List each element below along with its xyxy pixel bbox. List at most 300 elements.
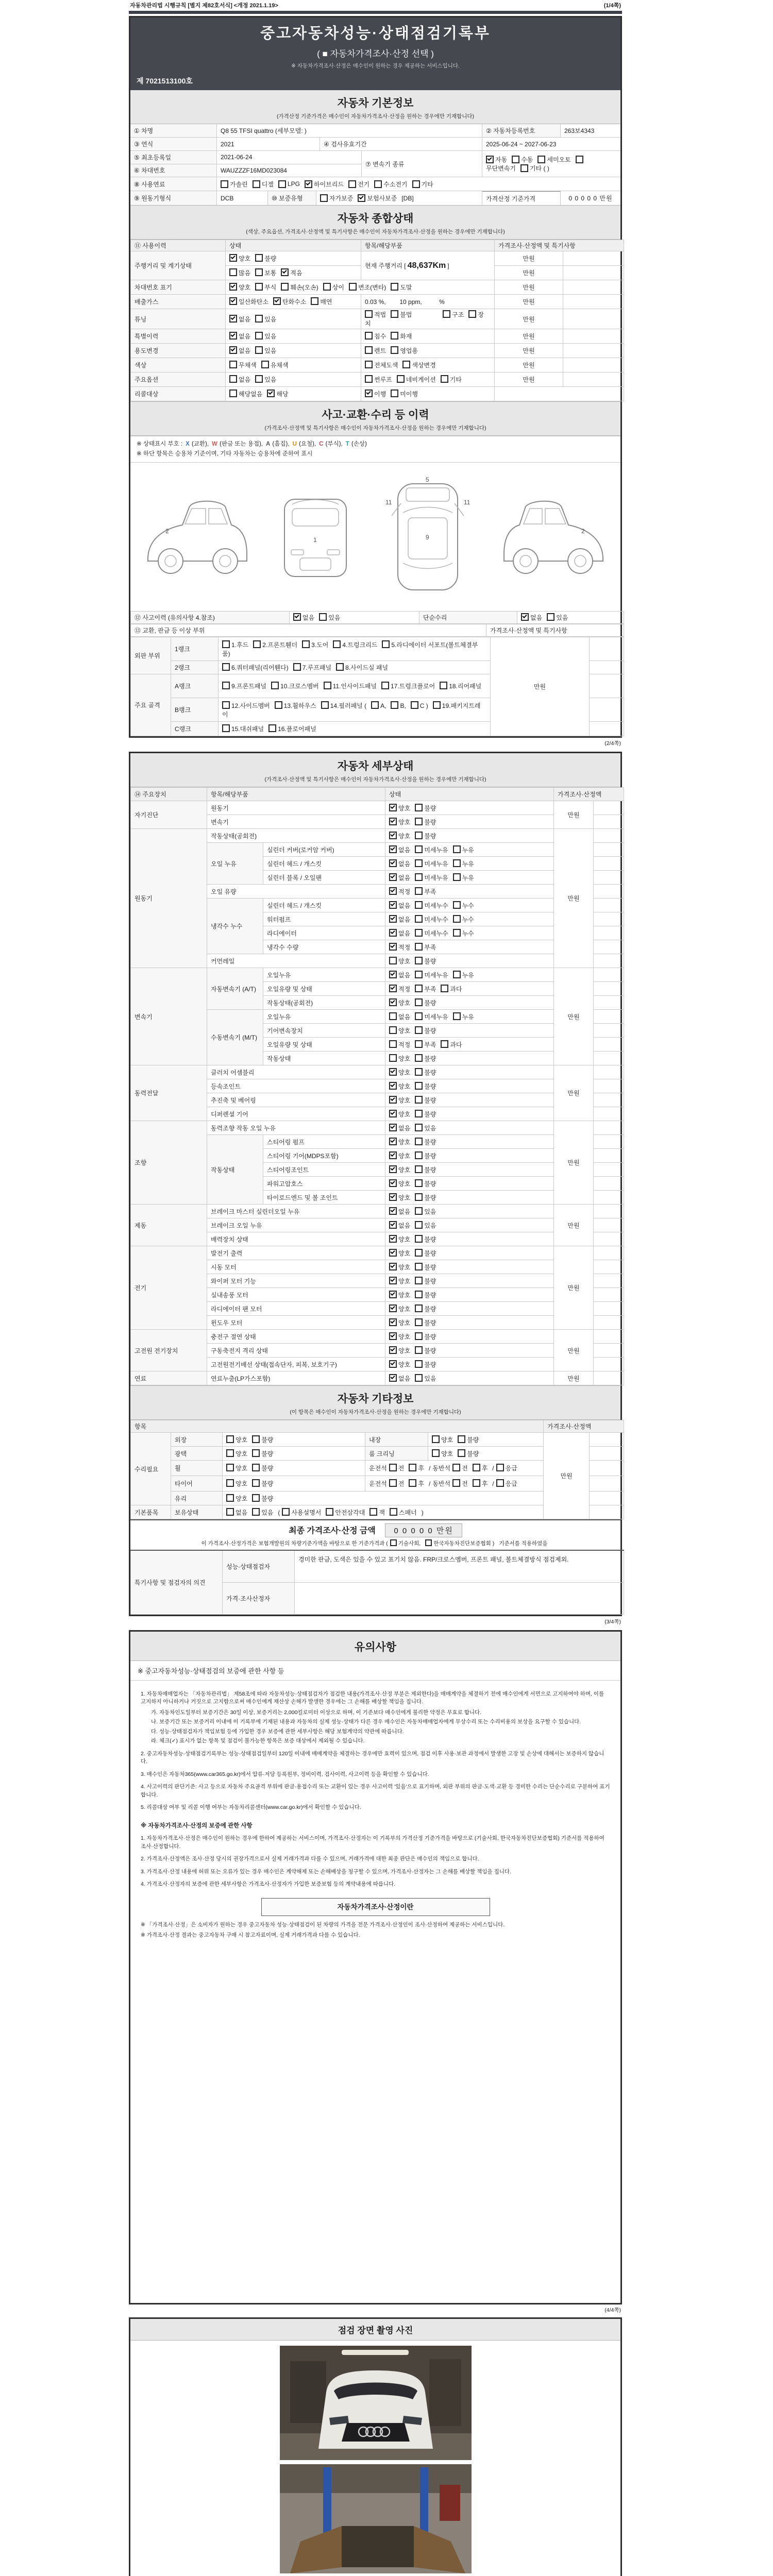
checkbox-icon	[425, 1539, 432, 1546]
checkbox-label: 과다	[450, 1041, 462, 1048]
checkbox-icon	[415, 1124, 423, 1131]
checkbox-checked-icon	[389, 1249, 397, 1257]
checkbox-label: 전기	[357, 180, 370, 188]
checkbox-label: 기타	[421, 180, 433, 188]
detail-row	[131, 1121, 624, 1135]
checkbox-icon	[293, 663, 301, 671]
checkbox-checked-icon	[389, 1291, 397, 1298]
checkbox-label: 이행	[374, 391, 386, 398]
page2-box	[129, 752, 622, 1616]
checkbox-label: 양호	[398, 1166, 411, 1174]
checkbox-label: 양호	[398, 1249, 411, 1257]
checkbox-checked-icon	[389, 1360, 397, 1368]
device-header: ⑭ 주요장치	[131, 788, 207, 801]
rankC-label: C랭크	[171, 722, 219, 736]
option-suffix: /	[428, 1480, 431, 1487]
checkbox-label: 양호	[398, 1194, 411, 1201]
price-blank	[594, 815, 624, 829]
accident-section-note: (가격조사·산정액 및 특기사항은 매수인이 자동차가격조사·산정을 원하는 경우에만 기재합니다)	[264, 425, 486, 431]
checkbox-label: 불량	[424, 1180, 436, 1188]
status-options	[385, 1107, 554, 1121]
option-suffix: [DB]	[401, 194, 414, 202]
checkbox-label: 불량	[424, 999, 436, 1007]
panel-rank-table	[130, 637, 624, 736]
checkbox-icon	[409, 1479, 416, 1487]
checkbox-checked-icon	[273, 297, 281, 305]
checkbox-label: 불법	[400, 311, 412, 318]
checkbox-label: 기타 ( )	[529, 165, 549, 172]
checkbox-label: 있음	[556, 614, 568, 621]
inspection-photos	[130, 2341, 620, 2576]
checkbox-label: 양호	[398, 1110, 411, 1118]
checkbox-icon	[226, 1494, 234, 1502]
usage-history-header: ⑪ 사용이력	[131, 240, 226, 251]
checkbox-icon	[333, 640, 341, 648]
checkbox-icon	[415, 1082, 423, 1090]
misc-section-note: (이 항목은 매수인이 자동차가격조사·산정을 원하는 경우에만 기재합니다)	[290, 1409, 461, 1415]
status-options	[385, 1163, 554, 1177]
checkbox-icon	[374, 180, 382, 188]
checkbox-label: 없음	[239, 347, 251, 354]
checkbox-label: 누유	[462, 846, 474, 854]
checkbox-label: 12.사이드멤버	[231, 702, 270, 709]
checkbox-icon	[415, 943, 423, 951]
checkbox-checked-icon	[358, 194, 365, 202]
checkbox-checked-icon	[389, 1138, 397, 1145]
exchange-label: ⑬ 교환, 판금 등 이상 부위	[131, 624, 486, 637]
rankC-parts	[219, 722, 491, 736]
price-blank	[594, 1191, 624, 1205]
checkbox-label: 양호	[398, 1333, 411, 1341]
checkbox-label: 불량	[424, 1305, 436, 1313]
checkbox-label: 누수	[462, 916, 474, 923]
checkbox-label: 누유	[462, 874, 474, 882]
item-label: 실린더 커버(로커암 커버)	[263, 843, 385, 857]
checkbox-label: 불량	[424, 1235, 436, 1243]
option-suffix: /	[428, 1465, 431, 1472]
checkbox-icon	[453, 901, 461, 909]
checkbox-label: 불량	[424, 957, 436, 965]
tire-options	[223, 1476, 365, 1492]
wheel-label: 휠	[171, 1461, 223, 1476]
price-unit: 만원	[554, 1121, 594, 1205]
checkbox-icon	[229, 389, 237, 397]
checkbox-label: 양호	[236, 1495, 248, 1502]
item-label: 실내송풍 모터	[207, 1288, 385, 1302]
frame-label: 주요 골격	[131, 674, 171, 736]
item-label: 기어변속장치	[263, 1024, 385, 1038]
car-side-left-diagram	[139, 472, 255, 601]
checkbox-checked-icon	[389, 1318, 397, 1326]
notice-subheading: ※ 자동차가격조사·산정의 보증에 관한 사항	[141, 1822, 253, 1829]
checkbox-icon	[226, 1435, 234, 1443]
simple-repair-label: 단순수리	[419, 612, 517, 624]
document-number: 제 7021513100호	[137, 77, 193, 85]
item-label: 작동상태(공회전)	[263, 996, 385, 1010]
price-blank	[594, 1093, 624, 1107]
checkbox-label: 미세누유	[424, 860, 448, 868]
checkbox-label: 적정	[398, 888, 411, 895]
checkbox-icon	[391, 389, 398, 397]
checkbox-label: 네비게이션	[406, 376, 436, 383]
base-price-label: 가격산정 기준가격	[482, 191, 561, 205]
price-blank	[594, 1010, 624, 1024]
checkbox-label: 적정	[398, 985, 411, 993]
simple-repair-options	[517, 612, 624, 624]
price-unit: 만원	[495, 344, 563, 358]
device-label: 원동기	[131, 829, 207, 968]
checkbox-checked-icon	[229, 254, 237, 262]
checkbox-icon	[369, 1508, 377, 1516]
checkbox-label: 불량	[424, 1291, 436, 1299]
usage-label: 용도변경	[131, 344, 226, 358]
checkbox-label: 양호	[398, 1055, 411, 1062]
checkbox-label: 14.필러패널 (	[330, 702, 367, 709]
checkbox-label: 양호	[398, 1235, 411, 1243]
checkbox-label: 미세누유	[424, 971, 448, 979]
checkbox-label: 썬루프	[374, 376, 392, 383]
checkbox-icon	[415, 1249, 423, 1257]
notice-paragraph: 나. 보증기간 또는 보증거리 이내에 이 기록부에 기재된 내용과 자동차의 실제 성능·상태가 다른 경우 매수인은 자동차매매업자에게 무상수리 또는 수리비용의 보상을 요구할 수 있습니다.	[151, 1719, 581, 1725]
rank2-label: 2랭크	[171, 661, 219, 674]
price-blank	[594, 926, 624, 940]
price-blank	[594, 1107, 624, 1121]
notice-paragraph: ※ 가격조사·산정 결과는 중고자동차 구매 시 참고자료이며, 실제 거래가격과 다를 수 있습니다.	[141, 1931, 360, 1938]
vin-mark-label: 차대번호 표기	[131, 280, 226, 295]
device-label: 자기진단	[131, 801, 207, 829]
checkbox-icon	[371, 701, 379, 709]
checkbox-label: 누유	[462, 971, 474, 979]
year-value: 2021	[217, 138, 320, 150]
car-damage-diagrams	[130, 462, 620, 611]
exchange-price-header: 가격조사·산정액 및 특기사항	[486, 624, 624, 637]
checkbox-icon	[440, 682, 447, 689]
status-options	[385, 1149, 554, 1163]
checkbox-icon	[226, 1449, 234, 1457]
transmission-label: ⑦ 변속기 종류	[361, 151, 482, 177]
checkbox-label: 불량	[424, 1152, 436, 1160]
option-suffix: /	[492, 1465, 494, 1472]
mileage-row-1	[131, 251, 624, 266]
device-label: 고전원 전기장치	[131, 1330, 207, 1371]
checkbox-label: 불량	[424, 804, 436, 812]
checkbox-label: 없음	[303, 614, 315, 621]
status-code-letter: U	[292, 441, 297, 447]
tire-label: 타이어	[171, 1476, 223, 1492]
checkbox-label: 적법	[374, 311, 386, 318]
price-blank	[594, 1163, 624, 1177]
option-status	[226, 372, 361, 387]
interior-label: 내장	[365, 1433, 428, 1447]
checkbox-checked-icon	[229, 315, 237, 323]
checkbox-icon	[253, 180, 260, 188]
tire-position-options	[365, 1476, 544, 1492]
status-options	[385, 1177, 554, 1191]
price-unit: 만원	[554, 829, 594, 968]
checkbox-label: 미세누수	[424, 929, 448, 937]
price-blank	[563, 280, 624, 295]
item-label: 원동기	[207, 801, 385, 815]
checkbox-label: 불량	[424, 1194, 436, 1201]
notice-paragraph: 4. 가격조사·산정자의 보증에 관한 세부사항은 가격조사·산정자가 가입한 보증보험 등의 계약내용에 따릅니다.	[141, 1881, 396, 1887]
rankA-label: A랭크	[171, 674, 219, 698]
checkbox-label: 없음	[398, 971, 411, 979]
checkbox-label: 후	[418, 1465, 424, 1472]
checkbox-label: 적정	[398, 943, 411, 951]
checkbox-label: 없음	[398, 916, 411, 923]
status-options	[385, 1135, 554, 1149]
checkbox-icon	[349, 283, 357, 291]
exchange-header-row	[130, 624, 624, 637]
base-note: ※ 하단 항목은 승용차 기준이며, 기타 자동차는 승용차에 준하여 표시	[137, 451, 313, 457]
checkbox-label: 후	[481, 1465, 488, 1472]
checkbox-icon	[302, 640, 310, 648]
checkbox-icon	[415, 1179, 423, 1187]
checkbox-icon	[415, 873, 423, 881]
checkbox-icon	[576, 156, 583, 163]
appraiser-note	[295, 1582, 624, 1614]
glass-label: 유리	[171, 1492, 223, 1505]
checkbox-checked-icon	[389, 1068, 397, 1076]
checkbox-label: 양호	[398, 1361, 411, 1368]
page-title: 중고자동차성능·상태점검기록부	[260, 25, 491, 42]
checkbox-checked-icon	[389, 915, 397, 923]
status-code-letter: T	[345, 441, 349, 447]
checkbox-checked-icon	[305, 180, 312, 188]
price-blank	[594, 1149, 624, 1163]
checkbox-label: 미세누수	[424, 916, 448, 923]
checkbox-icon	[415, 998, 423, 1006]
checkbox-label: 불량	[424, 1347, 436, 1354]
page1-box	[129, 16, 622, 738]
status-options	[385, 1191, 554, 1205]
price-unit: 만원	[495, 295, 563, 309]
checkbox-label: 부족	[424, 943, 436, 951]
color-status	[226, 358, 361, 372]
color-label: 색상	[131, 358, 226, 372]
fuel-options	[217, 177, 620, 191]
code-legend-prefix: ※ 상태표시 부호 :	[137, 441, 183, 447]
status-options	[385, 1052, 554, 1065]
status-code-letter: X	[186, 441, 190, 447]
detail-row	[131, 1065, 624, 1079]
checkbox-label: 불량	[424, 1319, 436, 1327]
status-options	[385, 940, 554, 954]
price-unit: 만원	[554, 801, 594, 829]
checkbox-label: 양호	[398, 1291, 411, 1299]
checkbox-label: 양호	[398, 1096, 411, 1104]
checkbox-label: 잭	[379, 1509, 385, 1516]
price-blank	[594, 968, 624, 982]
final-price-value: 0 0 0 0 0 만원	[385, 1523, 462, 1537]
wheel-position-options	[365, 1461, 544, 1476]
checkbox-label: 미세누유	[424, 1013, 448, 1021]
rankB-parts	[219, 698, 491, 722]
checkbox-icon	[415, 1054, 423, 1062]
price-blank	[594, 885, 624, 899]
status-options	[385, 912, 554, 926]
checkbox-label: 있음	[261, 1509, 274, 1516]
checkbox-checked-icon	[389, 1110, 397, 1117]
sub-group-label: 오일 누유	[207, 843, 263, 885]
item-label: 브레이크 마스터 실린더오일 누유	[207, 1205, 385, 1218]
remarks-label: 특기사항 및 점검자의 의견	[131, 1550, 223, 1614]
photo-section-title: 점검 장면 촬영 사진	[130, 2319, 620, 2341]
price-blank	[594, 1052, 624, 1065]
checkbox-label: A,	[380, 702, 386, 709]
overall-condition-table	[130, 240, 624, 401]
checkbox-label: 없음	[398, 902, 411, 909]
checkbox-checked-icon	[389, 1124, 397, 1131]
checkbox-checked-icon	[389, 929, 397, 937]
checkbox-label: 없음	[398, 1222, 411, 1229]
checkbox-checked-icon	[389, 1346, 397, 1354]
checkbox-label: 있음	[424, 1208, 436, 1215]
item-label: 고전원전기배선 상태(접속단자, 피복, 보호기구)	[207, 1358, 385, 1371]
status-code-letter: A	[265, 441, 271, 447]
wheel-options	[223, 1461, 365, 1476]
checkbox-checked-icon	[229, 283, 237, 291]
price-blank	[563, 295, 624, 309]
status-header: 상태	[226, 240, 361, 251]
price-blank	[590, 1476, 624, 1492]
recall-label: 리콜대상	[131, 387, 226, 401]
checkbox-icon	[453, 845, 461, 853]
checkbox-icon	[415, 1096, 423, 1104]
device-label: 제동	[131, 1205, 207, 1246]
emission-values: 0.03 %, 10 ppm, %	[361, 295, 495, 309]
checkbox-icon	[252, 1435, 260, 1443]
status-options	[385, 954, 554, 968]
checkbox-icon	[221, 180, 228, 188]
cleaning-label: 룸 크리닝	[365, 1447, 428, 1461]
rankB-label: B랭크	[171, 698, 219, 722]
checkbox-label: 누유	[462, 1013, 474, 1021]
checkbox-label: 양호	[398, 1319, 411, 1327]
checkbox-label: 6.쿼터패널(리어휀다)	[231, 664, 289, 671]
basic-section-title: 자동차 기본정보	[337, 97, 414, 109]
vin-label: ⑥ 차대번호	[130, 164, 217, 177]
diagram-number: 5	[425, 476, 429, 483]
status-options	[385, 996, 554, 1010]
item-label: 등속조인트	[207, 1079, 385, 1093]
checkbox-checked-icon	[389, 1096, 397, 1104]
checkbox-label: 불량	[424, 1055, 436, 1062]
checkbox-icon	[391, 701, 398, 709]
price-unit: 만원	[554, 1246, 594, 1330]
checkbox-icon	[365, 361, 373, 368]
checkbox-label: 양호	[239, 284, 251, 291]
price-blank	[563, 329, 624, 344]
checkbox-icon	[415, 957, 423, 964]
holding-status-label: 보유상태	[171, 1505, 223, 1519]
status-header: 상태	[385, 788, 554, 801]
checkbox-label: 양호	[398, 1027, 411, 1035]
price-blank	[590, 674, 624, 698]
item-label: 작동상태(공회전)	[207, 829, 385, 843]
checkbox-label: 자가보증	[329, 195, 354, 202]
item-header: 항목/해당부품	[207, 788, 385, 801]
checkbox-icon	[415, 845, 423, 853]
status-code-meaning: (손상)	[349, 441, 367, 447]
item-label: 오일누유	[263, 968, 385, 982]
checkbox-label: 불량	[424, 1110, 436, 1118]
price-unit: 만원	[554, 1330, 594, 1371]
checkbox-label: 미세누유	[424, 874, 448, 882]
car-side-right-diagram	[496, 472, 612, 601]
status-options	[385, 1260, 554, 1274]
tuning-row	[131, 309, 624, 329]
usage-items	[361, 344, 495, 358]
checkbox-icon	[389, 1479, 397, 1487]
checkbox-checked-icon	[389, 1193, 397, 1201]
checkbox-icon	[415, 1165, 423, 1173]
checkbox-icon	[229, 375, 237, 383]
checkbox-label: 부족	[424, 985, 436, 993]
notice-body	[130, 1681, 620, 2303]
checkbox-icon	[252, 1494, 260, 1502]
price-blank	[594, 1232, 624, 1246]
checkbox-label: 없음	[239, 376, 251, 383]
checkbox-label: 불량	[424, 1166, 436, 1174]
checkbox-label: 전	[398, 1480, 405, 1487]
item-label: 시동 모터	[207, 1260, 385, 1274]
price-blank	[563, 358, 624, 372]
checkbox-icon	[415, 1304, 423, 1312]
notice-title: 유의사항	[354, 1641, 397, 1653]
checkbox-icon	[415, 859, 423, 867]
status-code-letter: W	[212, 441, 217, 447]
notice-paragraph: 가. 자동차인도일부터 보증기간은 30일 이상, 보증거리는 2,000킬로미터 이상으로 하며, 이 기준보다 매수인에게 불리한 약정은 무효로 합니다.	[151, 1709, 482, 1716]
status-options	[385, 899, 554, 912]
accident-history-options	[290, 612, 419, 624]
checkbox-icon	[255, 315, 263, 323]
first-reg-value: 2021-06-24	[221, 154, 253, 161]
price-blank	[594, 801, 624, 815]
checkbox-label: 수소전기	[383, 180, 408, 188]
checkbox-icon	[391, 283, 398, 291]
checkbox-icon	[389, 1054, 397, 1062]
checkbox-label: 2.프론트휀더	[262, 641, 298, 649]
checkbox-icon	[415, 887, 423, 895]
checkbox-icon	[321, 701, 329, 709]
photo-car-front	[280, 2346, 472, 2460]
checkbox-checked-icon	[389, 1151, 397, 1159]
checkbox-icon	[458, 1435, 465, 1443]
checkbox-checked-icon	[486, 156, 494, 163]
emission-row	[131, 295, 624, 309]
item-label: 오일누유	[263, 1010, 385, 1024]
checkbox-icon	[415, 1291, 423, 1298]
checkbox-checked-icon	[389, 859, 397, 867]
checkbox-checked-icon	[365, 389, 373, 397]
checkbox-checked-icon	[389, 832, 397, 839]
rank1-parts	[219, 637, 491, 661]
checkbox-icon	[391, 332, 398, 340]
checkbox-icon	[415, 901, 423, 909]
item-label: 오일유량 및 상태	[263, 982, 385, 996]
checkbox-icon	[415, 1110, 423, 1117]
price-unit: 만원	[495, 251, 563, 266]
appraiser-label: 가격·조사산정자	[223, 1582, 295, 1614]
checkbox-checked-icon	[389, 845, 397, 853]
status-options	[385, 1358, 554, 1371]
year-label: ③ 연식	[130, 138, 217, 150]
checkbox-label: 자동	[495, 156, 508, 163]
checkbox-icon	[415, 804, 423, 811]
mileage-cell	[361, 251, 495, 280]
status-code-meaning: (판금 또는 용접),	[217, 441, 263, 447]
